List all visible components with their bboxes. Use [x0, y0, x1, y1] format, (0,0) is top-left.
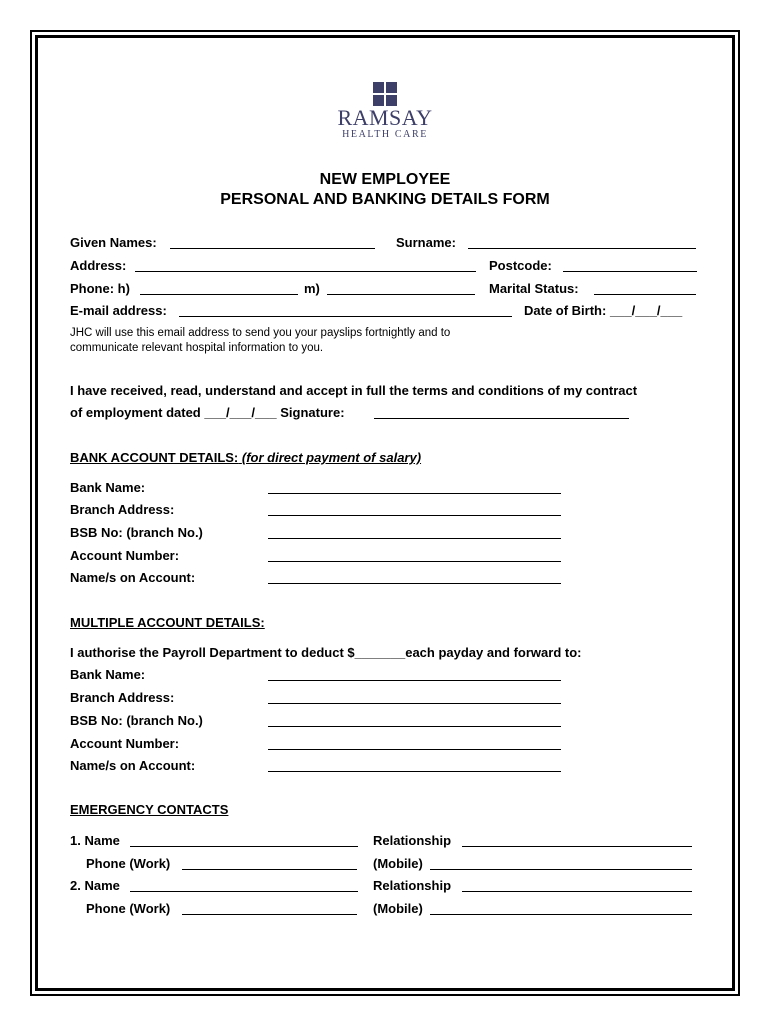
- contract-acceptance-line2: of employment dated ___/___/___ Signature:: [70, 405, 345, 420]
- email-label: E-mail address:: [70, 303, 167, 318]
- contact1-relationship-field[interactable]: [462, 846, 692, 847]
- ramsay-logo-squares-icon: [373, 82, 397, 106]
- logo-subtitle: HEALTH CARE: [342, 129, 428, 140]
- contact1-mobile-field[interactable]: [430, 869, 692, 870]
- postcode-field[interactable]: [563, 271, 697, 272]
- contact1-phone-work-label: Phone (Work): [86, 856, 171, 871]
- bank-account-heading-note: (for direct payment of salary): [241, 450, 422, 465]
- phone-mobile-field[interactable]: [327, 294, 475, 295]
- email-note-line2: communicate relevant hospital information to you.: [70, 342, 324, 354]
- contact2-name-field[interactable]: [130, 891, 358, 892]
- contact1-phone-work-field[interactable]: [182, 869, 357, 870]
- contact2-phone-work-label: Phone (Work): [86, 901, 171, 916]
- date-of-birth-field[interactable]: Date of Birth: ___/___/___: [524, 303, 683, 318]
- form-title-line1: NEW EMPLOYEE: [319, 171, 451, 188]
- address-label: Address:: [70, 258, 127, 273]
- bank-name-field[interactable]: [268, 493, 561, 494]
- contact1-mobile-label: (Mobile): [373, 856, 423, 871]
- surname-field[interactable]: [468, 248, 696, 249]
- multiple-account-heading: MULTIPLE ACCOUNT DETAILS:: [70, 615, 265, 630]
- contact1-relationship-label: Relationship: [373, 833, 452, 848]
- multi-account-number-field[interactable]: [268, 749, 561, 750]
- payroll-authorise-text: I authorise the Payroll Department to deduct $_______each payday and forward to:: [70, 645, 582, 660]
- contact2-name-label: 2. Name: [70, 878, 120, 893]
- phone-home-field[interactable]: [140, 294, 298, 295]
- postcode-label: Postcode:: [489, 258, 552, 273]
- email-note-line1: JHC will use this email address to send you your payslips fortnightly and to: [70, 327, 451, 339]
- contact1-name-label: 1. Name: [70, 833, 120, 848]
- contact2-mobile-field[interactable]: [430, 914, 692, 915]
- contact2-phone-work-field[interactable]: [182, 914, 357, 915]
- marital-status-label: Marital Status:: [489, 281, 579, 296]
- multi-bsb-field[interactable]: [268, 726, 561, 727]
- multi-branch-address-label: Branch Address:: [70, 690, 175, 705]
- logo-name: RAMSAY: [337, 105, 433, 130]
- contact2-relationship-field[interactable]: [462, 891, 692, 892]
- surname-label: Surname:: [396, 235, 456, 250]
- multi-account-names-field[interactable]: [268, 771, 561, 772]
- account-names-label: Name/s on Account:: [70, 570, 196, 585]
- multi-bank-name-label: Bank Name:: [70, 667, 146, 682]
- marital-status-field[interactable]: [594, 294, 696, 295]
- bank-account-heading: BANK ACCOUNT DETAILS: (for direct payment of salary): [70, 450, 422, 465]
- contact2-relationship-label: Relationship: [373, 878, 452, 893]
- email-field[interactable]: [179, 316, 512, 317]
- branch-address-field[interactable]: [268, 515, 561, 516]
- contact2-mobile-label: (Mobile): [373, 901, 423, 916]
- given-names-label: Given Names:: [70, 235, 157, 250]
- bsb-label: BSB No: (branch No.): [70, 525, 203, 540]
- multi-account-number-label: Account Number:: [70, 736, 180, 751]
- given-names-field[interactable]: [170, 248, 375, 249]
- contract-acceptance-line1: I have received, read, understand and accept in full the terms and conditions of my contract: [70, 383, 638, 398]
- account-number-label: Account Number:: [70, 548, 180, 563]
- phone-home-label: Phone: h): [70, 281, 130, 296]
- multi-branch-address-field[interactable]: [268, 703, 561, 704]
- emergency-contacts-heading: EMERGENCY CONTACTS: [70, 802, 229, 817]
- bsb-field[interactable]: [268, 538, 561, 539]
- multi-bsb-label: BSB No: (branch No.): [70, 713, 203, 728]
- address-field[interactable]: [135, 271, 476, 272]
- account-names-field[interactable]: [268, 583, 561, 584]
- contact1-name-field[interactable]: [130, 846, 358, 847]
- bank-name-label: Bank Name:: [70, 480, 146, 495]
- phone-mobile-label: m): [304, 281, 320, 296]
- multi-account-names-label: Name/s on Account:: [70, 758, 196, 773]
- account-number-field[interactable]: [268, 561, 561, 562]
- multi-bank-name-field[interactable]: [268, 680, 561, 681]
- form-title-line2: PERSONAL AND BANKING DETAILS FORM: [220, 191, 550, 208]
- branch-address-label: Branch Address:: [70, 502, 175, 517]
- signature-field[interactable]: [374, 418, 629, 419]
